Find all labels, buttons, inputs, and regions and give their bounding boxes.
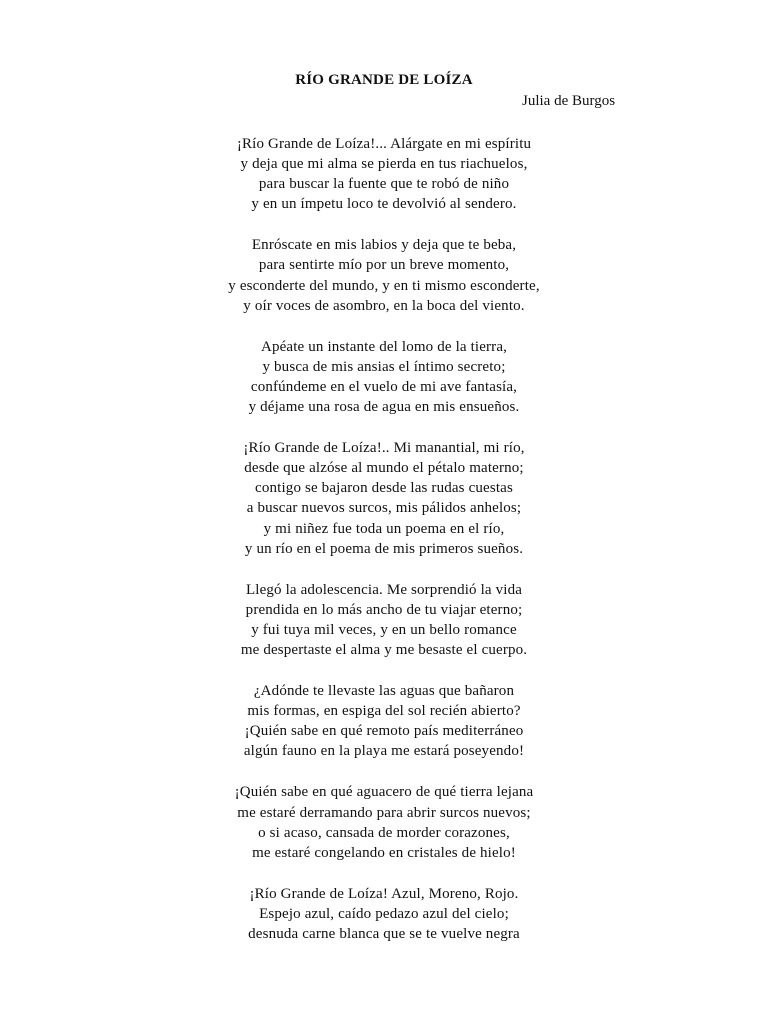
poem-line: y déjame una rosa de agua en mis ensueños. [248, 399, 520, 416]
stanza-4 [0, 438, 768, 559]
poem-line: a buscar nuevos surcos, mis pálidos anhelos; [246, 500, 522, 517]
poem-line: ¿Adónde te llevaste las aguas que bañaron [253, 683, 515, 700]
poem-body [0, 134, 768, 965]
poem-line: ¡Quién sabe en qué aguacero de qué tierra lejana [234, 784, 534, 801]
poem-line: y en un ímpetu loco te devolvió al sendero. [251, 196, 517, 213]
poem-line: ¡Río Grande de Loíza!.. Mi manantial, mi río, [243, 440, 525, 457]
poem-line: me estaré congelando en cristales de hielo! [252, 844, 516, 861]
poem-line: algún fauno en la playa me estará poseyendo! [243, 743, 525, 760]
poem-line: contigo se bajaron desde las rudas cuestas [255, 480, 513, 497]
poem-author: Julia de Burgos [522, 93, 616, 109]
poem-line: y deja que mi alma se pierda en tus riachuelos, [240, 156, 528, 173]
stanza-7 [0, 782, 768, 862]
poem-line: desde que alzóse al mundo el pétalo materno; [244, 460, 524, 477]
poem-line: me despertaste el alma y me besaste el cuerpo. [240, 641, 528, 658]
poem-line: para sentirte mío por un breve momento, [258, 257, 510, 274]
poem-line: y esconderte del mundo, y en ti mismo esconderte, [228, 277, 540, 294]
stanza-2 [0, 235, 768, 315]
poem-line: Espejo azul, caído pedazo azul del cielo; [259, 905, 509, 922]
stanza-8 [0, 884, 768, 944]
poem-line: o si acaso, cansada de morder corazones, [258, 824, 510, 841]
stanza-1 [0, 134, 768, 214]
poem-line: Apéate un instante del lomo de la tierra, [260, 338, 508, 355]
poem-line: para buscar la fuente que te robó de niño [258, 176, 510, 193]
poem-line: desnuda carne blanca que se te vuelve negra [248, 926, 520, 942]
poem-line: y mi niñez fue toda un poema en el río, [263, 520, 505, 537]
poem-line: y un río en el poema de mis primeros sueños. [244, 540, 524, 557]
poem-line: y busca de mis ansias el íntimo secreto; [262, 358, 506, 375]
poem-line: me estaré derramando para abrir surcos nuevos; [237, 804, 531, 821]
poem-line: ¡Quién sabe en qué remoto país mediterráneo [244, 723, 524, 740]
poem-line: ¡Río Grande de Loíza!... Alárgate en mi espíritu [236, 136, 532, 152]
poem-line: Llegó la adolescencia. Me sorprendió la vida [245, 581, 523, 598]
poem-line: mis formas, en espiga del sol recién abierto? [247, 703, 521, 720]
stanza-3 [0, 337, 768, 417]
poem-line: prendida en lo más ancho de tu viajar eterno; [245, 601, 523, 618]
stanza-6 [0, 681, 768, 761]
stanza-5 [0, 580, 768, 660]
poem-line: ¡Río Grande de Loíza! Azul, Moreno, Rojo. [249, 885, 519, 902]
poem-title: RÍO GRANDE DE LOÍZA [295, 72, 473, 88]
poem-line: y fui tuya mil veces, y en un bello romance [251, 621, 517, 638]
poem-line: confúndeme en el vuelo de mi ave fantasía, [250, 378, 518, 395]
poem-line: y oír voces de asombro, en la boca del viento. [243, 297, 525, 314]
poem-line: Enróscate en mis labios y deja que te beba, [251, 237, 517, 254]
